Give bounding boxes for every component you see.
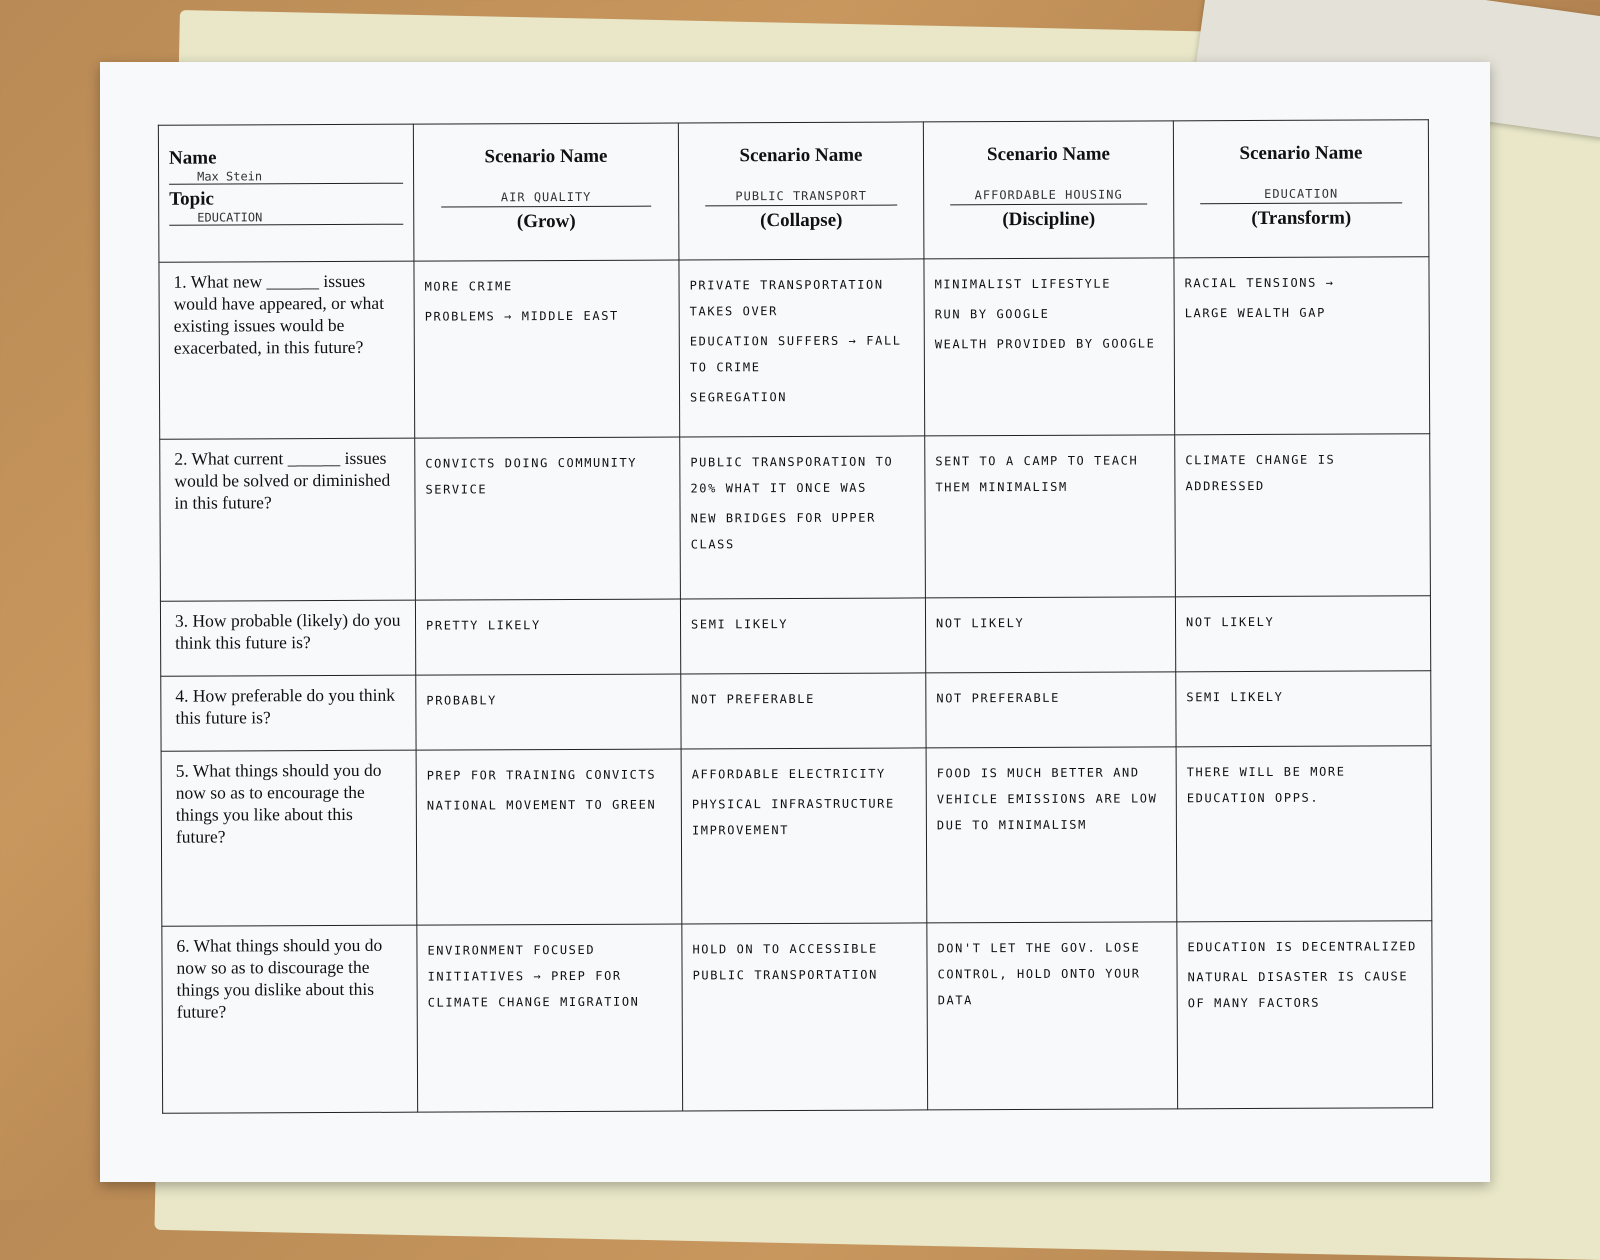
scenario-header-transform	[1173, 120, 1429, 258]
answer-cell	[679, 259, 925, 437]
handwritten-answer: PUBLIC TRANSPORATION TO 20% WHAT IT ONCE WAS	[690, 454, 894, 496]
question-row	[162, 921, 1433, 1114]
answer-cell	[924, 258, 1175, 436]
answer-cell	[926, 747, 1177, 923]
answer-cell	[416, 674, 681, 750]
handwritten-answer: ENVIRONMENT FOCUSED INITIATIVES → PREP FOR CLIMATE CHANGE MIGRATION	[427, 942, 640, 1010]
handwritten-answer: NOT PREFERABLE	[691, 691, 815, 707]
scenario-mode: (Collapse)	[760, 209, 843, 232]
question-text: 4. How preferable do you think this future is?	[161, 675, 416, 751]
answer-cell	[415, 437, 681, 600]
handwritten-answer: HOLD ON TO ACCESSIBLE PUBLIC TRANSPORTATION	[692, 941, 878, 983]
scenario-value: AFFORDABLE HOUSING	[950, 187, 1147, 205]
answer-cell	[414, 260, 680, 438]
question-text: 1. What new ______ issues would have appeared, or what existing issues would be exacerbated, in this future?	[159, 261, 415, 439]
answer-cell	[925, 435, 1176, 598]
scenario-label: Scenario Name	[739, 144, 863, 167]
handwritten-answer: NOT LIKELY	[1185, 614, 1275, 630]
topic-label: Topic	[169, 188, 214, 210]
question-row	[160, 434, 1431, 602]
handwritten-answer: NATURAL DISASTER IS CAUSE OF MANY FACTORS	[1187, 969, 1409, 1011]
scenario-header-collapse	[678, 122, 924, 260]
answer-cell	[1177, 921, 1433, 1109]
question-row	[159, 257, 1430, 440]
handwritten-answer: PHYSICAL INFRASTRUCTURE IMPROVEMENT	[691, 796, 895, 838]
handwritten-answer: MORE CRIME	[424, 279, 513, 294]
question-text: 2. What current ______ issues would be solved or diminished in this future?	[160, 438, 416, 601]
answer-cell	[927, 922, 1178, 1110]
answer-cell	[417, 924, 683, 1112]
handwritten-answer: AFFORDABLE ELECTRICITY	[691, 766, 886, 782]
scenario-mode: (Grow)	[516, 210, 576, 233]
handwritten-answer: PROBLEMS → MIDDLE EAST	[424, 308, 619, 324]
handwritten-answer: MINIMALIST LIFESTYLE	[934, 276, 1112, 292]
handwritten-answer: CLIMATE CHANGE IS ADDRESSED	[1185, 452, 1336, 494]
answer-cell	[1176, 746, 1432, 922]
question-row	[161, 671, 1431, 752]
answer-cell	[681, 748, 927, 924]
scenario-value: PUBLIC TRANSPORT	[705, 189, 898, 207]
answer-cell	[680, 598, 925, 674]
answer-cell	[1176, 671, 1431, 747]
answer-cell	[680, 436, 926, 599]
scenario-header-discipline	[923, 121, 1174, 259]
name-label: Name	[168, 147, 217, 169]
question-text: 5. What things should you do now so as to encourage the things you like about this future?	[161, 750, 417, 926]
name-topic-cell	[158, 124, 414, 262]
handwritten-answer: RACIAL TENSIONS →	[1184, 275, 1335, 291]
handwritten-answer: PREP FOR TRAINING CONVICTS	[426, 767, 657, 783]
answer-cell	[926, 672, 1176, 748]
handwritten-answer: LARGE WEALTH GAP	[1184, 305, 1326, 321]
handwritten-answer: NATIONAL MOVEMENT TO GREEN	[426, 797, 657, 813]
handwritten-answer: SENT TO A CAMP TO TEACH THEM MINIMALISM	[935, 453, 1139, 495]
handwritten-answer: DON'T LET THE GOV. LOSE CONTROL, HOLD ONTO YOUR DATA	[937, 940, 1141, 1008]
handwritten-answer: NEW BRIDGES FOR UPPER CLASS	[690, 510, 876, 552]
scenario-label: Scenario Name	[1239, 142, 1363, 165]
question-text: 6. What things should you do now so as to discourage the things you dislike about this future?	[162, 925, 418, 1113]
handwritten-answer: CONVICTS DOING COMMUNITY SERVICE	[425, 455, 638, 497]
question-text: 3. How probable (likely) do you think this future is?	[160, 600, 415, 676]
handwritten-answer: PRIVATE TRANSPORTATION TAKES OVER	[689, 277, 884, 319]
worksheet-paper	[100, 62, 1490, 1182]
handwritten-answer: THERE WILL BE MORE EDUCATION OPPS.	[1186, 764, 1346, 806]
handwritten-answer: RUN BY GOOGLE	[934, 306, 1050, 322]
answer-cell	[415, 599, 680, 675]
answer-cell	[682, 923, 928, 1111]
handwritten-answer: WEALTH PROVIDED BY GOOGLE	[934, 336, 1156, 352]
answer-cell	[1174, 257, 1430, 435]
answer-cell	[1175, 596, 1430, 672]
handwritten-answer: PRETTY LIKELY	[426, 618, 541, 633]
header-row	[158, 120, 1429, 263]
question-row	[161, 746, 1432, 927]
topic-value: EDUCATION	[169, 210, 403, 226]
handwritten-answer: EDUCATION SUFFERS → FALL TO CRIME	[689, 333, 902, 375]
question-row	[160, 596, 1430, 677]
handwritten-answer: SEGREGATION	[690, 390, 788, 405]
handwritten-answer: NOT LIKELY	[936, 616, 1025, 631]
scenario-worksheet-table	[158, 119, 1433, 1114]
scenario-value: AIR QUALITY	[441, 190, 651, 208]
answer-cell	[681, 673, 926, 749]
scenario-header-grow	[413, 123, 679, 261]
handwritten-answer: FOOD IS MUCH BETTER AND VEHICLE EMISSIONS ARE LOW DUE TO MINIMALISM	[936, 765, 1158, 833]
handwritten-answer: SEMI LIKELY	[1186, 689, 1284, 705]
scenario-label: Scenario Name	[484, 145, 608, 168]
scenario-value: EDUCATION	[1201, 186, 1402, 204]
answer-cell	[1175, 434, 1431, 597]
handwritten-answer: SEMI LIKELY	[691, 617, 789, 632]
handwritten-answer: EDUCATION IS DECENTRALIZED	[1187, 939, 1417, 955]
scenario-label: Scenario Name	[986, 143, 1110, 166]
scenario-mode: (Discipline)	[1002, 208, 1096, 231]
question-rows	[159, 257, 1433, 1114]
scenario-mode: (Transform)	[1251, 207, 1352, 230]
answer-cell	[925, 597, 1175, 673]
handwritten-answer: PROBABLY	[426, 693, 498, 708]
handwritten-answer: NOT PREFERABLE	[936, 690, 1060, 706]
name-value: Max Stein	[169, 169, 403, 185]
answer-cell	[416, 749, 682, 925]
